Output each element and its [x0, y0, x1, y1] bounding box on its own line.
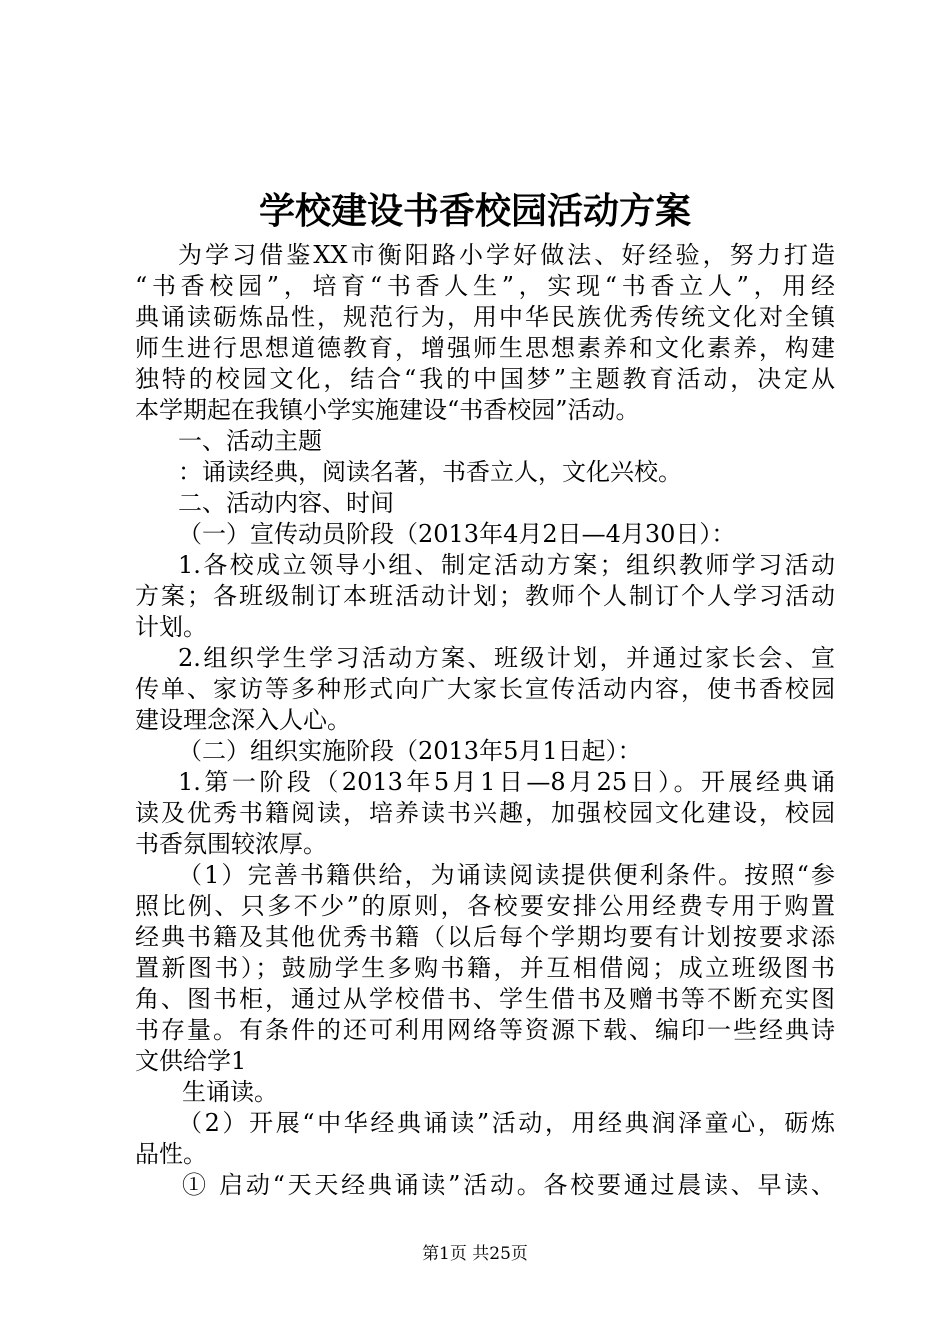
paragraph-line: 读及优秀书籍阅读，培养读书兴趣，加强校园文化建设，校园	[135, 799, 835, 827]
paragraph-line: 为学习借鉴XX市衡阳路小学好做法、好经验，努力打造	[178, 241, 835, 269]
paragraph-line: 文供给学1	[135, 1047, 247, 1075]
page-footer: 第1页 共25页	[422, 1244, 528, 1264]
paragraph-line: 生诵读。	[182, 1078, 278, 1106]
paragraph-line: 2.组织学生学习活动方案、班级计划，并通过家长会、宣	[178, 644, 835, 672]
paragraph-line: 经典书籍及其他优秀书籍（以后每个学期均要有计划按要求添	[135, 923, 835, 951]
paragraph-line: 1.各校成立领导小组、制定活动方案；组织教师学习活动	[178, 551, 835, 579]
paragraph-line: （1）完善书籍供给，为诵读阅读提供便利条件。按照“参	[178, 861, 835, 889]
paragraph-line: （2）开展“中华经典诵读”活动，用经典润泽童心，砺炼	[178, 1109, 835, 1137]
section-heading: 二、活动内容、时间	[178, 489, 394, 517]
paragraph-line: 品性。	[135, 1140, 207, 1168]
paragraph-line: ：诵读经典，阅读名著，书香立人，文化兴校。	[178, 458, 682, 486]
paragraph-line: 建设理念深入人心。	[135, 706, 351, 734]
paragraph-line: 独特的校园文化，结合“我的中国梦”主题教育活动，决定从	[135, 365, 835, 393]
paragraph-line: 方案；各班级制订本班活动计划；教师个人制订个人学习活动	[135, 582, 835, 610]
paragraph-line: 书香氛围较浓厚。	[135, 830, 327, 858]
page-title: 学校建设书香校园活动方案	[258, 190, 691, 232]
paragraph-line: 传单、家访等多种形式向广大家长宣传活动内容，使书香校园	[135, 675, 835, 703]
subsection-heading: （二）组织实施阶段（2013年5月1日起）：	[178, 737, 642, 765]
paragraph-line: “书香校园”，培育“书香人生”，实现“书香立人”，用经	[135, 272, 835, 300]
paragraph-line: ① 启动“天天经典诵读”活动。各校要通过晨读、早读、	[182, 1171, 835, 1199]
subsection-heading: （一）宣传动员阶段（2013年4月2日—4月30日）：	[178, 520, 736, 548]
paragraph-line: 计划。	[135, 613, 207, 641]
paragraph-line: 照比例、只多不少”的原则，各校要安排公用经费专用于购置	[135, 892, 835, 920]
paragraph-line: 师生进行思想道德教育，增强师生思想素养和文化素养，构建	[135, 334, 835, 362]
paragraph-line: 角、图书柜，通过从学校借书、学生借书及赠书等不断充实图	[135, 985, 835, 1013]
paragraph-line: 典诵读砺炼品性，规范行为，用中华民族优秀传统文化对全镇	[135, 303, 835, 331]
paragraph-line: 本学期起在我镇小学实施建设“书香校园”活动。	[135, 396, 640, 424]
paragraph-line: 书存量。有条件的还可利用网络等资源下载、编印一些经典诗	[135, 1016, 835, 1044]
section-heading: 一、活动主题	[178, 427, 322, 455]
paragraph-line: 置新图书）；鼓励学生多购书籍，并互相借阅；成立班级图书	[135, 954, 835, 982]
paragraph-line: 1.第一阶段（2013年5月1日—8月25日）。开展经典诵	[178, 768, 835, 796]
